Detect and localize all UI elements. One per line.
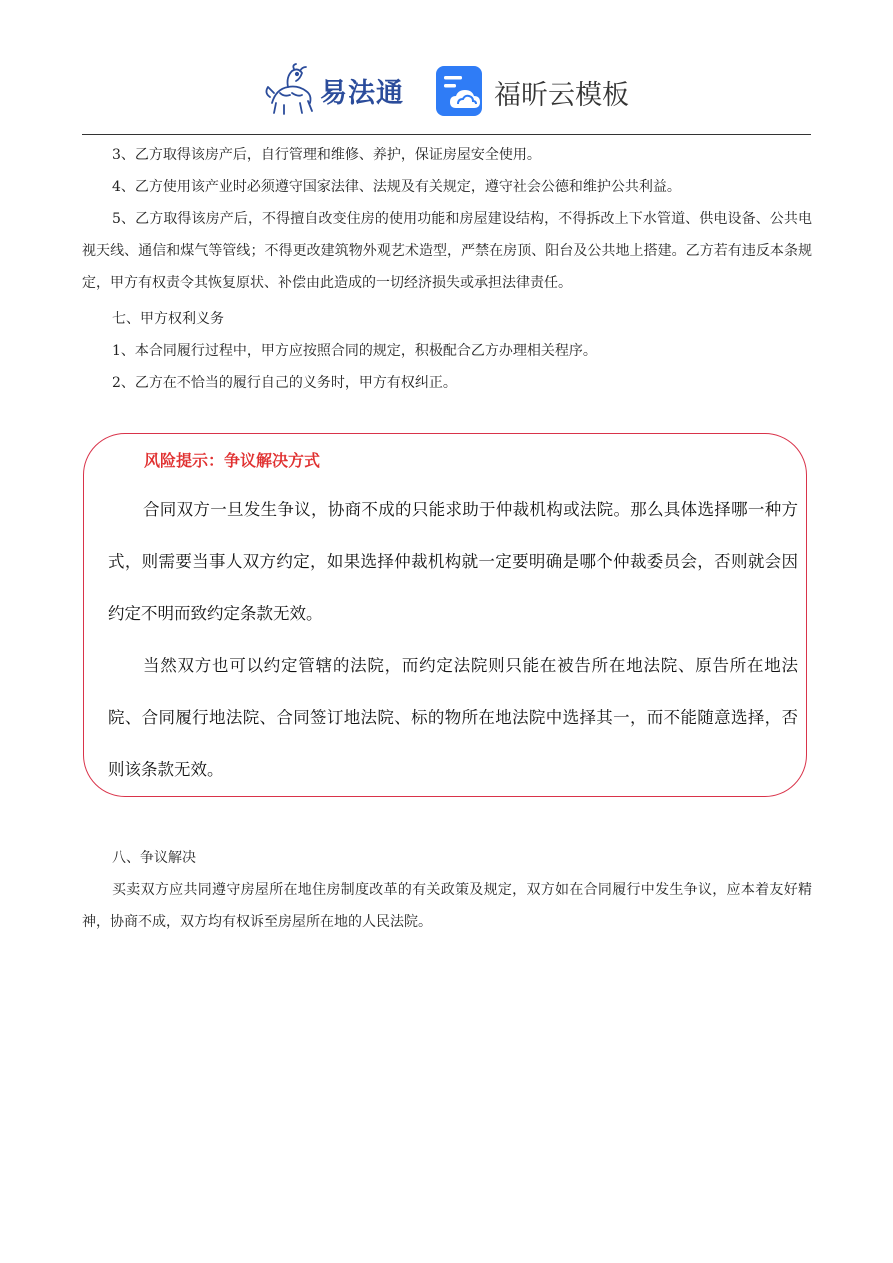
clause-7-item-2: 2、乙方在不恰当的履行自己的义务时，甲方有权纠正。 <box>112 375 457 391</box>
qilin-emblem-icon <box>262 63 322 117</box>
page-header <box>0 0 893 136</box>
clause-6-item-4: 4、乙方使用该产业时必须遵守国家法律、法规及有关规定，遵守社会公德和维护公共利益。 <box>112 179 681 195</box>
yifatong-logo-text: 易法通 <box>320 78 404 109</box>
risk-tip-paragraph-2: 当然双方也可以约定管辖的法院，而约定法院则只能在被告所在地法院、原告所在地法院、合同履行地法院、合同签订地法院、标的物所在地法院中选择其一，而不能随意选择，否则该条款无效。 <box>108 656 798 779</box>
risk-tip-box <box>83 433 807 797</box>
fuxin-logo-text: 福昕云模板 <box>494 80 629 111</box>
clause-7-item-1: 1、本合同履行过程中，甲方应按照合同的规定，积极配合乙方办理相关程序。 <box>112 343 597 359</box>
header-divider <box>82 134 811 135</box>
clause-6-item-3: 3、乙方取得该房产后，自行管理和维修、养护，保证房屋安全使用。 <box>112 147 541 163</box>
clause-6-item-5: 5、乙方取得该房产后，不得擅自改变住房的使用功能和房屋建设结构，不得拆改上下水管道、供电设备、公共电视天线、通信和煤气等管线；不得更改建筑物外观艺术造型，严禁在房顶、阳台及公共地上搭建。乙方若有违反本条规定，甲方有权责令其恢复原状、补偿由此造成的一切经济损失或承担法律责任。 <box>82 211 812 291</box>
cloud-document-icon <box>434 64 486 118</box>
section-7-heading: 七、甲方权利义务 <box>112 311 224 327</box>
section-8-heading: 八、争议解决 <box>112 850 196 866</box>
clause-8-text: 买卖双方应共同遵守房屋所在地住房制度改革的有关政策及规定，双方如在合同履行中发生争议，应本着友好精神，协商不成，双方均有权诉至房屋所在地的人民法院。 <box>82 882 812 930</box>
fuxin-logo <box>434 64 634 118</box>
risk-tip-paragraph-1: 合同双方一旦发生争议，协商不成的只能求助于仲裁机构或法院。那么具体选择哪一种方式，则需要当事人双方约定，如果选择仲裁机构就一定要明确是哪个仲裁委员会，否则就会因约定不明而致约定条款无效。 <box>108 500 798 623</box>
risk-tip-title: 风险提示：争议解决方式 <box>144 451 321 470</box>
yifatong-logo <box>262 63 412 117</box>
